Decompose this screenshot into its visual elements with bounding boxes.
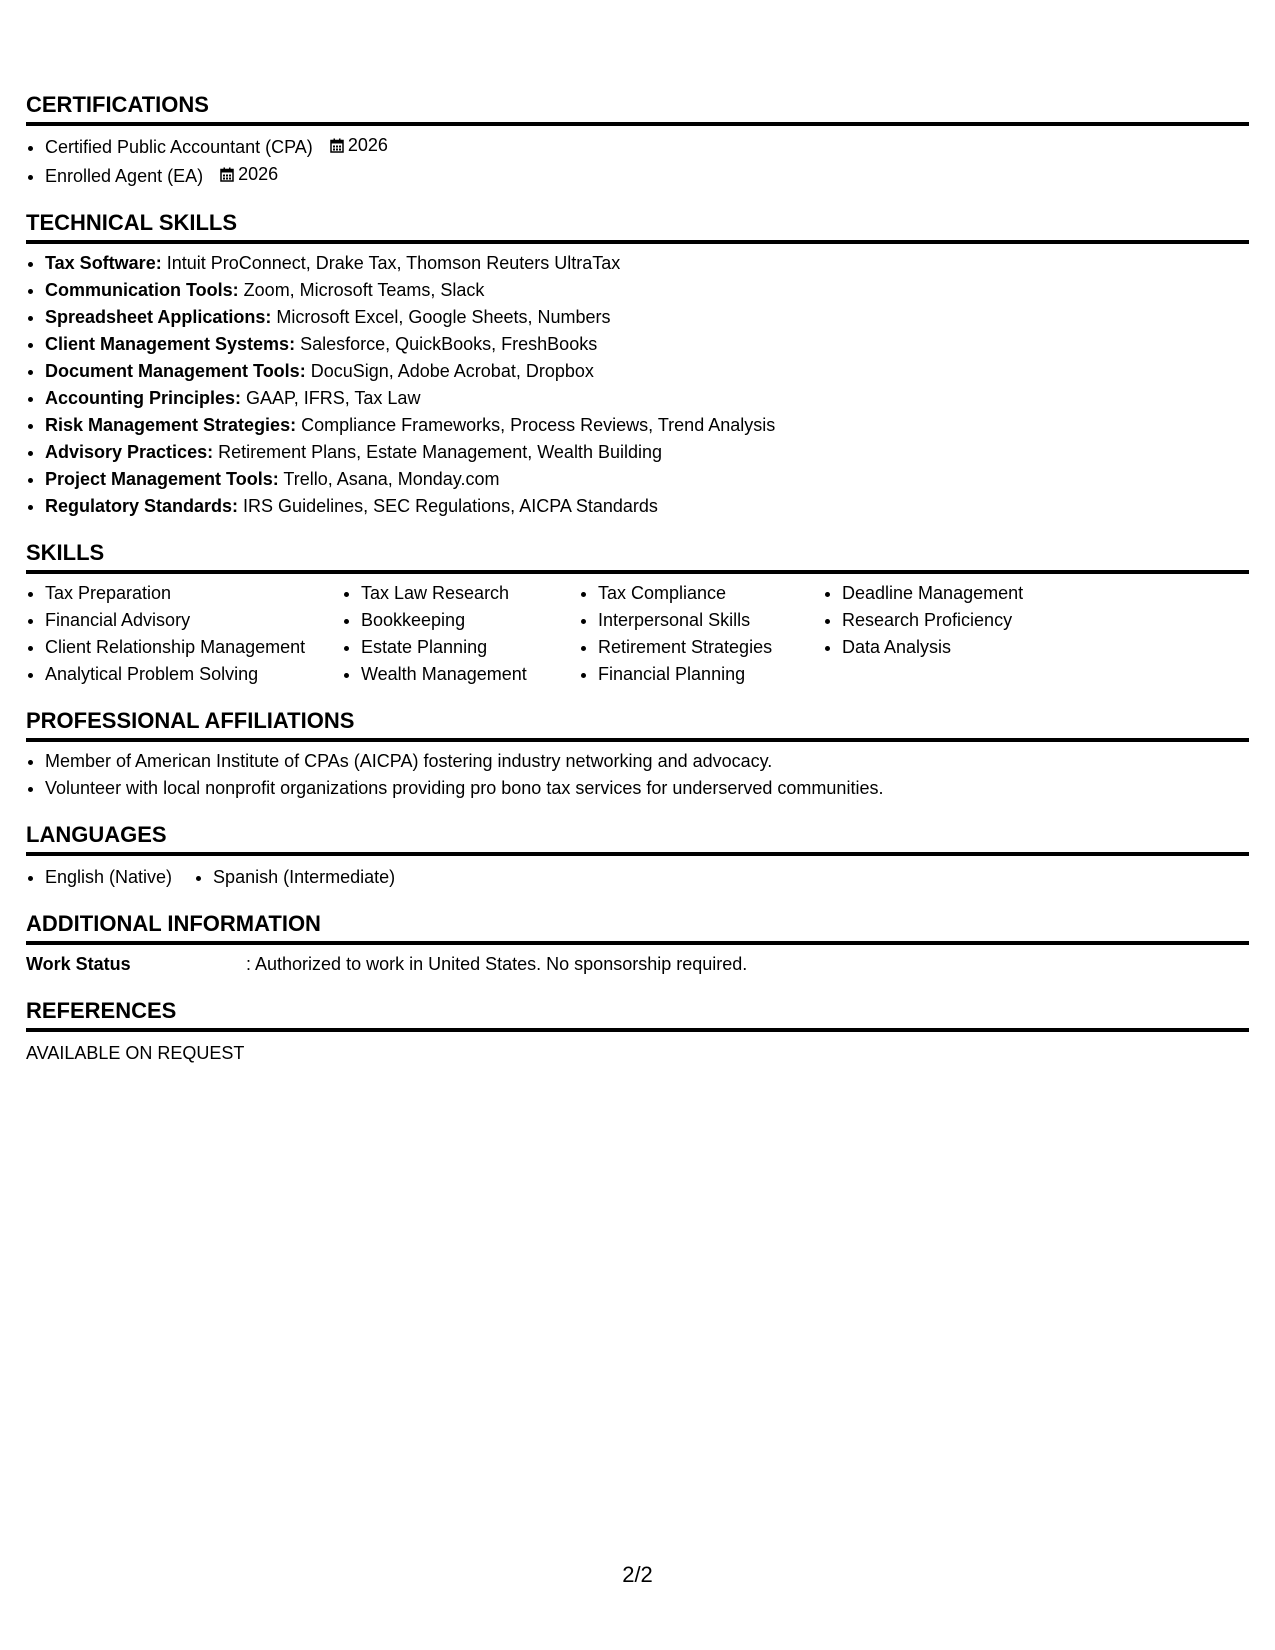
technical-skill-label: Document Management Tools: [45,361,306,381]
technical-skills-list [26,250,1249,520]
certification-date [330,132,388,159]
certification-year: 2026 [347,135,388,155]
skill-item: • Financial Advisory [45,607,342,634]
affiliations-heading: PROFESSIONAL AFFILIATIONS [26,708,1249,742]
skills-section [26,540,1249,688]
technical-skill-item [45,277,1249,304]
technical-skill-label: Advisory Practices: [45,442,214,462]
language-column [194,864,395,891]
affiliations-list [26,748,1249,802]
technical-skill-label: Accounting Principles: [45,388,242,408]
technical-skill-label: Tax Software: [45,253,162,273]
skill-item: • Analytical Problem Solving [45,661,342,688]
technical-skill-value: Compliance Frameworks, Process Reviews, Trend Analysis [296,415,776,435]
skill-item: • Retirement Strategies [598,634,823,661]
technical-skill-item [45,331,1249,358]
affiliation-item: • Member of American Institute of CPAs (AICPA) fostering industry networking and advocacy. [45,748,1249,775]
skill-item: • Tax Compliance [598,580,823,607]
calendar-icon [330,138,344,153]
skills-column [342,580,579,688]
skill-item: • Research Proficiency [842,607,1082,634]
certifications-heading: CERTIFICATIONS [26,92,1249,126]
technical-skills-heading: TECHNICAL SKILLS [26,210,1249,244]
technical-skill-value: IRS Guidelines, SEC Regulations, AICPA Standards [238,496,658,516]
skills-column [823,580,1082,688]
technical-skill-value: Zoom, Microsoft Teams, Slack [238,280,485,300]
certification-date [220,161,278,188]
skill-item: • Deadline Management [842,580,1082,607]
affiliations-section [26,708,1249,802]
technical-skills-section [26,210,1249,520]
languages-list [26,864,1249,891]
certification-item [45,161,1249,190]
additional-info-heading: ADDITIONAL INFORMATION [26,911,1249,945]
technical-skill-item [45,466,1249,493]
skill-item: • Tax Law Research [361,580,579,607]
skill-item: • Data Analysis [842,634,1082,661]
work-status-label: Work Status [26,954,131,974]
language-item: • Spanish (Intermediate) [213,864,395,891]
technical-skill-label: Project Management Tools: [45,469,279,489]
certification-year: 2026 [238,164,279,184]
technical-skill-item [45,439,1249,466]
references-heading: REFERENCES [26,998,1249,1032]
technical-skill-item [45,358,1249,385]
technical-skill-item [45,250,1249,277]
resume-page-2 [26,92,1249,1067]
certification-name: Enrolled Agent (EA) [45,166,204,186]
technical-skill-label: Client Management Systems: [45,334,296,354]
language-column [26,864,172,891]
skill-item: • Interpersonal Skills [598,607,823,634]
skills-heading: SKILLS [26,540,1249,574]
technical-skill-value: Salesforce, QuickBooks, FreshBooks [295,334,598,354]
technical-skill-value: Intuit ProConnect, Drake Tax, Thomson Reuters UltraTax [161,253,621,273]
certification-item [45,132,1249,161]
additional-info-section [26,911,1249,978]
technical-skill-label: Communication Tools: [45,280,239,300]
technical-skill-label: Regulatory Standards: [45,496,239,516]
work-status-row [26,951,1249,978]
technical-skill-value: DocuSign, Adobe Acrobat, Dropbox [305,361,594,381]
technical-skill-item [45,412,1249,439]
technical-skill-label: Risk Management Strategies: [45,415,297,435]
skill-item: • Client Relationship Management [45,634,342,661]
skill-item: • Estate Planning [361,634,579,661]
references-section [26,998,1249,1067]
technical-skill-item [45,493,1249,520]
technical-skill-label: Spreadsheet Applications: [45,307,272,327]
affiliation-item: • Volunteer with local nonprofit organizations providing pro bono tax services for underserved communities. [45,775,1249,802]
technical-skill-item [45,385,1249,412]
technical-skill-item [45,304,1249,331]
technical-skill-value: GAAP, IFRS, Tax Law [241,388,421,408]
certification-name: Certified Public Accountant (CPA) [45,137,313,157]
skills-column [579,580,823,688]
skills-column [26,580,342,688]
technical-skill-value: Trello, Asana, Monday.com [278,469,500,489]
references-text: AVAILABLE ON REQUEST [26,1043,245,1063]
skill-item: • Wealth Management [361,661,579,688]
technical-skill-value: Retirement Plans, Estate Management, Wealth Building [213,442,662,462]
skills-grid [26,580,1249,688]
certifications-section [26,92,1249,190]
page-number: 2/2 [622,1562,653,1587]
skill-item: • Financial Planning [598,661,823,688]
skill-item: • Tax Preparation [45,580,342,607]
work-status-value: : Authorized to work in United States. No sponsorship required. [246,954,748,974]
languages-section [26,822,1249,891]
skill-item: • Bookkeeping [361,607,579,634]
certifications-list [26,132,1249,190]
calendar-icon [220,167,234,182]
language-item: • English (Native) [45,864,172,891]
languages-heading: LANGUAGES [26,822,1249,856]
technical-skill-value: Microsoft Excel, Google Sheets, Numbers [271,307,611,327]
